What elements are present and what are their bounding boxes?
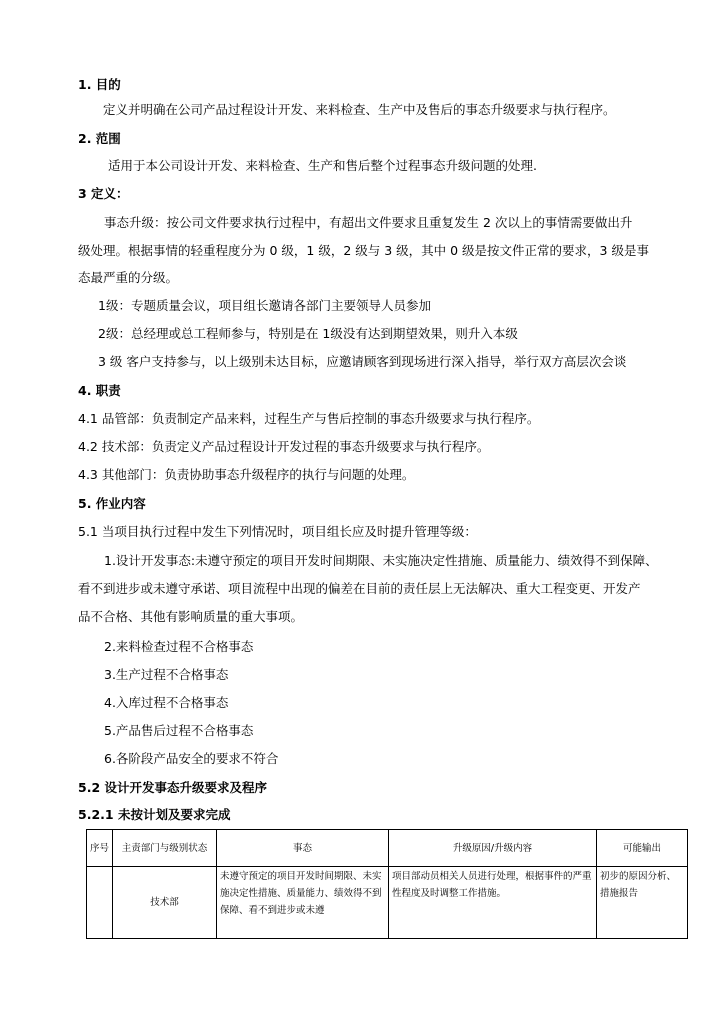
event-item: 3.生产过程不合格事态 xyxy=(104,667,229,682)
header-reason: 升级原因/升级内容 xyxy=(389,830,597,867)
event-item-1-line: 1.设计开发事态:未遵守预定的项目开发时间期限、未实施决定性措施、质量能力、绩效得不到保障、 xyxy=(104,553,658,568)
section-5-1-text: 5.1 当项目执行过程中发生下列情况时，项目组长应及时提升管理等级： xyxy=(78,524,477,539)
header-dept: 主责部门与级别状态 xyxy=(113,830,217,867)
level-1-text: 1级：专题质量会议，项目组长邀请各部门主要领导人员参加 xyxy=(98,298,431,313)
escalation-table xyxy=(86,829,688,939)
responsibility-item: 4.2 技术部：负责定义产品过程设计开发过程的事态升级要求与执行程序。 xyxy=(78,439,490,454)
event-item-1-line: 看不到进步或未遵守承诺、项目流程中出现的偏差在目前的责任层上无法解决、重大工程变更、开发产 xyxy=(78,581,641,596)
responsibility-item: 4.3 其他部门：负责协助事态升级程序的执行与问题的处理。 xyxy=(78,467,415,482)
section-5-heading: 5. 作业内容 xyxy=(78,496,146,511)
event-item: 6.各阶段产品安全的要求不符合 xyxy=(104,751,279,766)
cell-output: 初步的原因分析、措施报告 xyxy=(597,867,688,939)
section-2-text: 适用于本公司设计开发、来料检查、生产和售后整个过程事态升级问题的处理. xyxy=(108,158,537,173)
section-5-2-1-heading: 5.2.1 未按计划及要求完成 xyxy=(78,807,231,822)
section-3-para-line: 态最严重的分级。 xyxy=(78,270,179,285)
table-row xyxy=(87,867,688,939)
header-output: 可能输出 xyxy=(597,830,688,867)
level-2-text: 2级：总经理或总工程师参与，特别是在 1级没有达到期望效果，则升入本级 xyxy=(98,326,518,341)
section-4-heading: 4. 职责 xyxy=(78,383,121,398)
section-3-para-line: 事态升级：按公司文件要求执行过程中，有超出文件要求且重复发生 2 次以上的事情需要做出升 xyxy=(104,215,633,230)
event-item: 5.产品售后过程不合格事态 xyxy=(104,723,254,738)
section-1-text: 定义并明确在公司产品过程设计开发、来料检查、生产中及售后的事态升级要求与执行程序。 xyxy=(103,102,616,117)
section-1-heading: 1. 目的 xyxy=(78,77,121,92)
section-5-2-heading: 5.2 设计开发事态升级要求及程序 xyxy=(78,780,267,795)
cell-event: 未遵守预定的项目开发时间期限、未实施决定性措施、质量能力、绩效得不到保障、看不到进步或未遵 xyxy=(217,867,389,939)
level-3-text: 3 级 客户支持参与，以上级别未达目标，应邀请顾客到现场进行深入指导，举行双方高层次会谈 xyxy=(98,354,627,369)
event-item: 2.来料检查过程不合格事态 xyxy=(104,639,254,654)
section-3-heading: 3 定义： xyxy=(78,186,129,201)
cell-dept: 技术部 xyxy=(113,867,217,939)
cell-no xyxy=(87,867,113,939)
section-3-para-line: 级处理。根据事情的轻重程度分为 0 级，1 级，2 级与 3 级，其中 0 级是按文件正常的要求，3 级是事 xyxy=(78,243,649,258)
header-event: 事态 xyxy=(217,830,389,867)
cell-reason: 项目部动员相关人员进行处理，根据事件的严重性程度及时调整工作措施。 xyxy=(389,867,597,939)
section-2-heading: 2. 范围 xyxy=(78,131,121,146)
responsibility-item: 4.1 品管部：负责制定产品来料，过程生产与售后控制的事态升级要求与执行程序。 xyxy=(78,411,540,426)
table-header-row xyxy=(87,830,688,867)
header-no: 序号 xyxy=(87,830,113,867)
event-item: 4.入库过程不合格事态 xyxy=(104,695,229,710)
event-item-1-line: 品不合格、其他有影响质量的重大事项。 xyxy=(78,609,304,624)
